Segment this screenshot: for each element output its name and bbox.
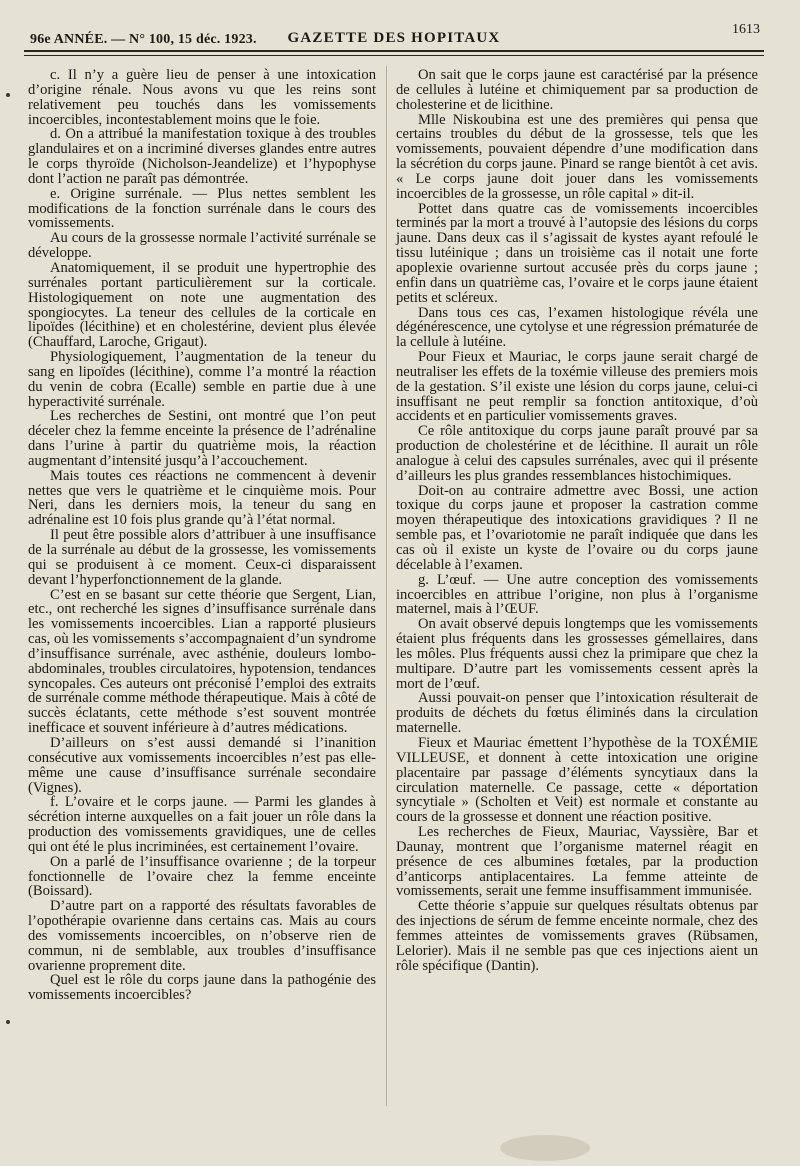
journal-title: GAZETTE DES HOPITAUX [287,30,501,46]
margin-speck [6,1020,10,1024]
paragraph: Mais toutes ces réactions ne commencent à devenir nettes que vers le quatrième et le cinquième mois. Pour Neri, dans les derniers mois, la teneur du sang en adrénaline est 10 fois plus grande qu’à l’état normal. [28,467,376,529]
paragraph: D’autre part on a rapporté des résultats favorables de l’opothérapie ovarienne dans certains cas. Mais au cours des vomissements incoercibles, on n’observe rien de commun, ni de semblable, aux troubles d’insuffisance ovarienne proprement dite. [28,898,376,974]
issue-info: 96e ANNÉE. — N° 100, 15 déc. 1923. [30,32,257,47]
paragraph: e. Origine surrénale. — Plus nettes semblent les modifications de la fonction surrénale dans le cours des vomissements. [28,185,376,232]
paragraph: D’ailleurs on s’est aussi demandé si l’inanition consécutive aux vomissements incoercibles n’est pas elle-même une cause d’insuffisance surrénale secondaire (Vignes). [28,734,376,796]
paper-stain [500,1135,590,1161]
paragraph: Au cours de la grossesse normale l’activité surrénale se développe. [28,230,376,262]
paragraph: Doit-on au contraire admettre avec Bossi, une action toxique du corps jaune et proposer la castration comme moyen thérapeutique des intoxications gravidiques ? Il ne semble pas, et l’ovariotomie ne paraît indiquée que dans les cas où il existe un kyste de l’ovaire ou du corps jaune décelable à l’examen. [396,482,758,573]
paragraph: Les recherches de Sestini, ont montré que l’on peut déceler chez la femme enceinte la présence de l’adrénaline dans l’urine à partir du quatrième mois, la réaction augmentant d’intensité jusqu’à l’accouchement. [28,408,376,469]
paragraph: Il peut être possible alors d’attribuer à une insuffisance de la surrénale au début de la grossesse, les vomissements qui se produisent à ce moment. Ceux-ci disparaissent devant l’hyperfonctionnement de la glande. [28,527,376,588]
paragraph: Pottet dans quatre cas de vomissements incoercibles terminés par la mort a trouvé à l’autopsie des lésions du corps jaune. Dans deux cas il s’agissait de kystes ayant refoulé le tissu lutéinique ; dans un troisième cas il notait une forte apoplexie ovarienne surtout accusée près du corps jaune ; enfin dans un quatrième cas, l’ovaire et le corps jaune étaient petits et scléreux. [396,200,758,306]
right-column [396,68,758,973]
paragraph: Cette théorie s’appuie sur quelques résultats obtenus par des injections de sérum de femme enceinte normale, chez des femmes atteintes de vomissements graves (Rübsamen, Lelorier). Mais il ne semble pas que ces injections aient un rôle spécifique (Dantin). [396,898,758,974]
paragraph: C’est en se basant sur cette théorie que Sergent, Lian, etc., ont recherché les signes d’insuffisance surrénale dans les vomissements incoercibles. Lian a rapporté plusieurs cas, où les vomissements s’accompagnaient d’un syndrome d’insuffisance surrénale, avec asthénie, douleurs lombo-abdominales, troubles circulatoires, hypotension, tendances syncopales. Ces auteurs ont préconisé l’emploi des extraits de surrénale comme méthode thérapeutique. Mais à côté de succès éclatants, cette méthode s’est souvent montrée inefficace et souvent inférieure à d’autres médications. [28,586,376,737]
paragraph: Physiologiquement, l’augmentation de la teneur du sang en lipoïdes (lécithine), comme l’a montré la réaction du venin de cobra (Ecalle) semble en partie due à une hyperactivité surrénale. [28,349,376,410]
paragraph: Dans tous ces cas, l’examen histologique révéla une dégénérescence, une cytolyse et une régression prématurée de la cellule à lutéine. [396,304,758,351]
paragraph: Fieux et Mauriac émettent l’hypothèse de la TOXÉMIE VILLEUSE, et donnent à cette intoxication une origine placentaire par passage d’éléments syncytiaux dans la circulation maternelle. Ce passage, cette « déportation syncytiale » (Scholten et Veit) est normale et constante au cours de la grossesse et donnent une réaction positive. [396,734,758,826]
paragraph: Ce rôle antitoxique du corps jaune paraît prouvé par sa production de cholestérine et de lécithine. Il aurait un rôle analogue à celui des capsules surrénales, avec qui il présente d’ailleurs les plus grandes ressemblances histochimiques. [396,423,758,484]
paragraph: On avait observé depuis longtemps que les vomissements étaient plus fréquents dans les grossesses gémellaires, dans les môles. Plus fréquents aussi chez la primipare que chez la multipare. D’autre part les vomissements cessent après la mort de l’œuf. [396,616,758,692]
paragraph: g. L’œuf. — Une autre conception des vomissements incoercibles en attribue l’origine, non plus à l’organisme maternel, mais à l’ŒUF. [396,571,758,618]
paragraph: f. L’ovaire et le corps jaune. — Parmi les glandes à sécrétion interne auxquelles on a fait jouer un rôle dans la production des vomissements gravidiques, une de celles qui ont été le plus incriminées, est certainement l’ovaire. [28,794,376,855]
paragraph: Les recherches de Fieux, Mauriac, Vayssière, Bar et Daunay, montrent que l’organisme maternel réagit en présence de ces albumines fœtales, par la production d’anticorps antiplacentaires. La femme atteinte de vomissements, serait une femme insuffisamment immunisée. [396,824,758,900]
paragraph: Quel est le rôle du corps jaune dans la pathogénie des vomissements incoercibles? [28,972,376,1004]
header-rule-thin [24,55,764,56]
column-separator [386,66,387,1106]
paragraph: Anatomiquement, il se produit une hypertrophie des surrénales portant particulièrement sur la corticale. Histologiquement on note une augmentation des spongiocytes. La teneur des cellules de la corticale en lipoïdes (lécithine) et en cholestérine, devient plus élevée (Chauffard, Laroche, Grigaut). [28,259,376,351]
paragraph: d. On a attribué la manifestation toxique à des troubles glandulaires et on a incriminé diverses glandes entre autres le corps thyroïde (Nicholson-Jeandelize) et l’hypophyse dont l’action ne paraît pas démontrée. [28,126,376,187]
header-rule-thick [24,50,764,52]
paragraph: c. Il n’y a guère lieu de penser à une intoxication d’origine rénale. Nous avons vu que les reins sont relativement peu touchés dans les vomissements incoercibles, incontestablement moins que le foie. [28,67,376,128]
paragraph: Pour Fieux et Mauriac, le corps jaune serait chargé de neutraliser les effets de la toxémie villeuse des premiers mois de la gestation. S’il existe une lésion du corps jaune, celui-ci insuffisant ne peut remplir sa fonction antitoxique, d’où accidents et en particulier vomissements graves. [396,349,758,425]
page-header [24,22,764,52]
paragraph: Aussi pouvait-on penser que l’intoxication résulterait de produits de déchets du fœtus éliminés dans la circulation maternelle. [396,690,758,737]
page-number: 1613 [732,22,760,37]
left-column [28,68,376,1003]
paragraph: Mlle Niskoubina est une des premières qui pensa que certains troubles du début de la grossesse, tels que les vomissements, pouvaient dépendre d’une modification dans la sécrétion du corps jaune. Pinard se range bientôt à cet avis. « Le corps jaune doit jouer dans les vomissements incoercibles de la grossesse, un rôle capital » dit-il. [396,111,758,202]
margin-speck [6,93,10,97]
paragraph: On sait que le corps jaune est caractérisé par la présence de cellules à lutéine et chimiquement par sa production de cholesterine et de licithine. [396,67,758,113]
paragraph: On a parlé de l’insuffisance ovarienne ; de la torpeur fonctionnelle de l’ovaire chez la femme enceinte (Boissard). [28,853,376,900]
